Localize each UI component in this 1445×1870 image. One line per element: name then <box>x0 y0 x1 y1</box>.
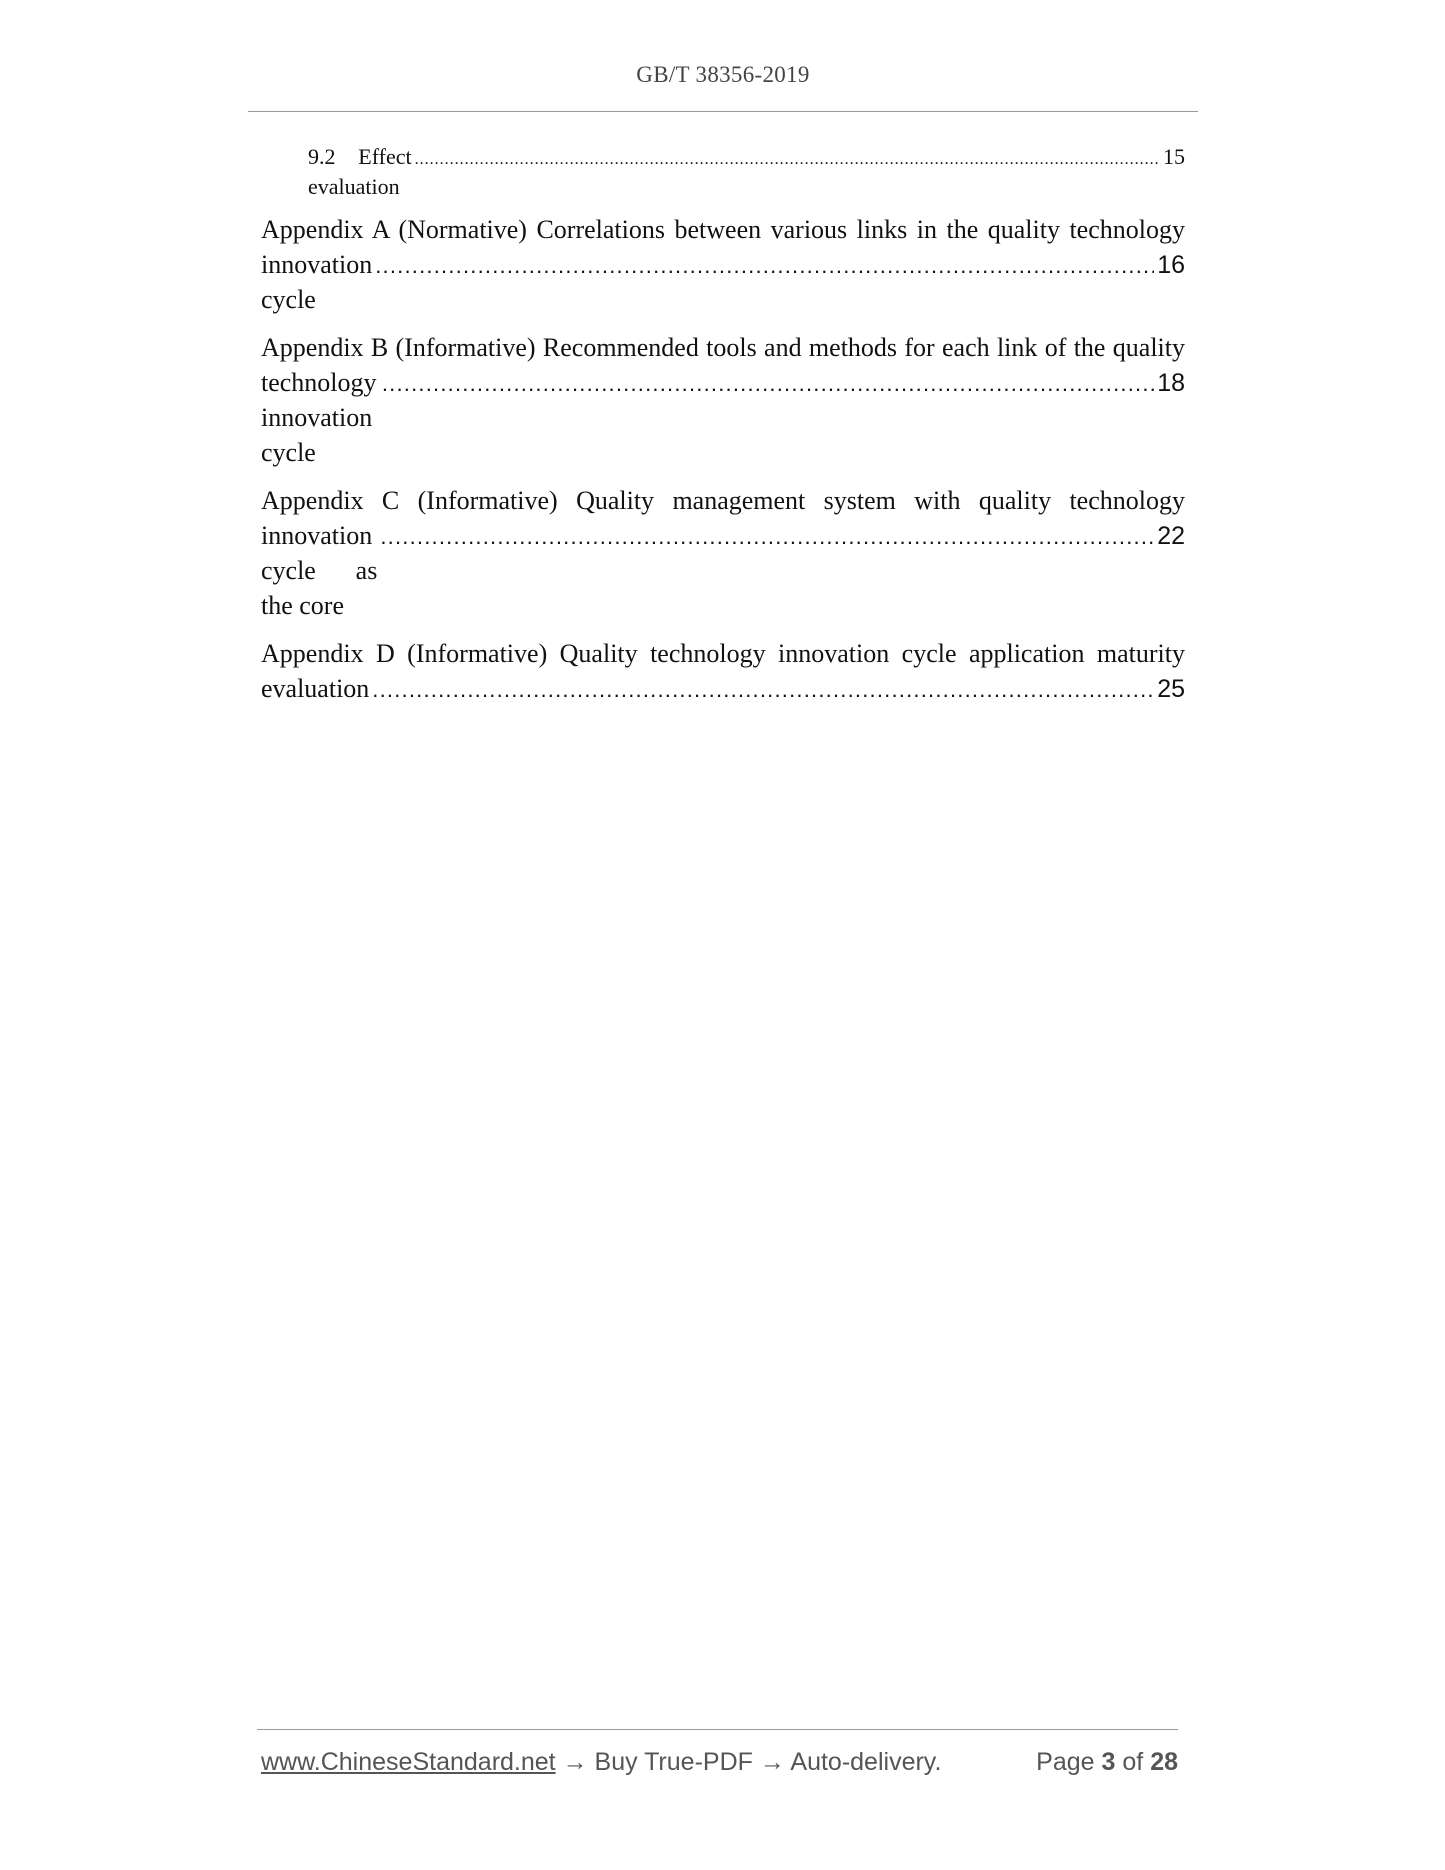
footer-promo <box>261 1748 941 1777</box>
toc-dot-leader <box>380 519 1154 554</box>
current-page-number: 3 <box>1101 1748 1116 1776</box>
of-word: of <box>1122 1748 1144 1776</box>
footer-divider <box>257 1729 1178 1730</box>
toc-entry-title-line2: innovation cycle as the core <box>261 521 378 620</box>
page-footer <box>261 1748 1178 1777</box>
total-pages-number: 28 <box>1150 1748 1178 1776</box>
toc-entry-title-line1: Appendix C (Informative) Quality management system with quality technology <box>261 486 1185 515</box>
toc-page-number: 16 <box>1157 251 1185 279</box>
footer-promo-text: → Buy True-PDF → Auto-delivery. <box>555 1748 942 1776</box>
toc-entry-title-line2: technology innovation cycle <box>261 368 377 467</box>
toc-dot-leader <box>415 145 1160 175</box>
toc-entry-title-line2: innovation cycle <box>261 250 373 314</box>
toc-entry-title: 9.2 Effect evaluation <box>308 144 412 199</box>
toc-entry-appendix-a[interactable] <box>261 212 1185 317</box>
toc-page-number: 15 <box>1163 144 1185 169</box>
table-of-contents <box>261 142 1185 720</box>
toc-entry-9-2[interactable] <box>261 142 1185 202</box>
toc-dot-leader <box>375 248 1154 283</box>
page-indicator <box>1036 1748 1178 1777</box>
toc-page-number: 18 <box>1157 369 1185 397</box>
toc-page-number: 25 <box>1157 675 1185 703</box>
toc-entry-appendix-d[interactable] <box>261 636 1185 707</box>
header-divider <box>248 111 1198 112</box>
toc-entry-appendix-b[interactable] <box>261 330 1185 470</box>
toc-page-number: 22 <box>1157 522 1185 550</box>
document-header-id: GB/T 38356-2019 <box>636 62 810 87</box>
page-word: Page <box>1036 1748 1095 1776</box>
toc-entry-title-line2: evaluation <box>261 674 370 703</box>
website-link[interactable]: www.ChineseStandard.net <box>261 1748 556 1776</box>
toc-entry-appendix-c[interactable] <box>261 483 1185 623</box>
toc-entry-title-line1: Appendix A (Normative) Correlations between various links in the quality technology <box>261 215 1185 244</box>
toc-entry-title-line1: Appendix B (Informative) Recommended tools and methods for each link of the quality <box>261 333 1185 362</box>
toc-dot-leader <box>372 672 1154 707</box>
toc-dot-leader <box>382 366 1154 401</box>
toc-entry-title-line1: Appendix D (Informative) Quality technology innovation cycle application maturity <box>261 639 1185 668</box>
